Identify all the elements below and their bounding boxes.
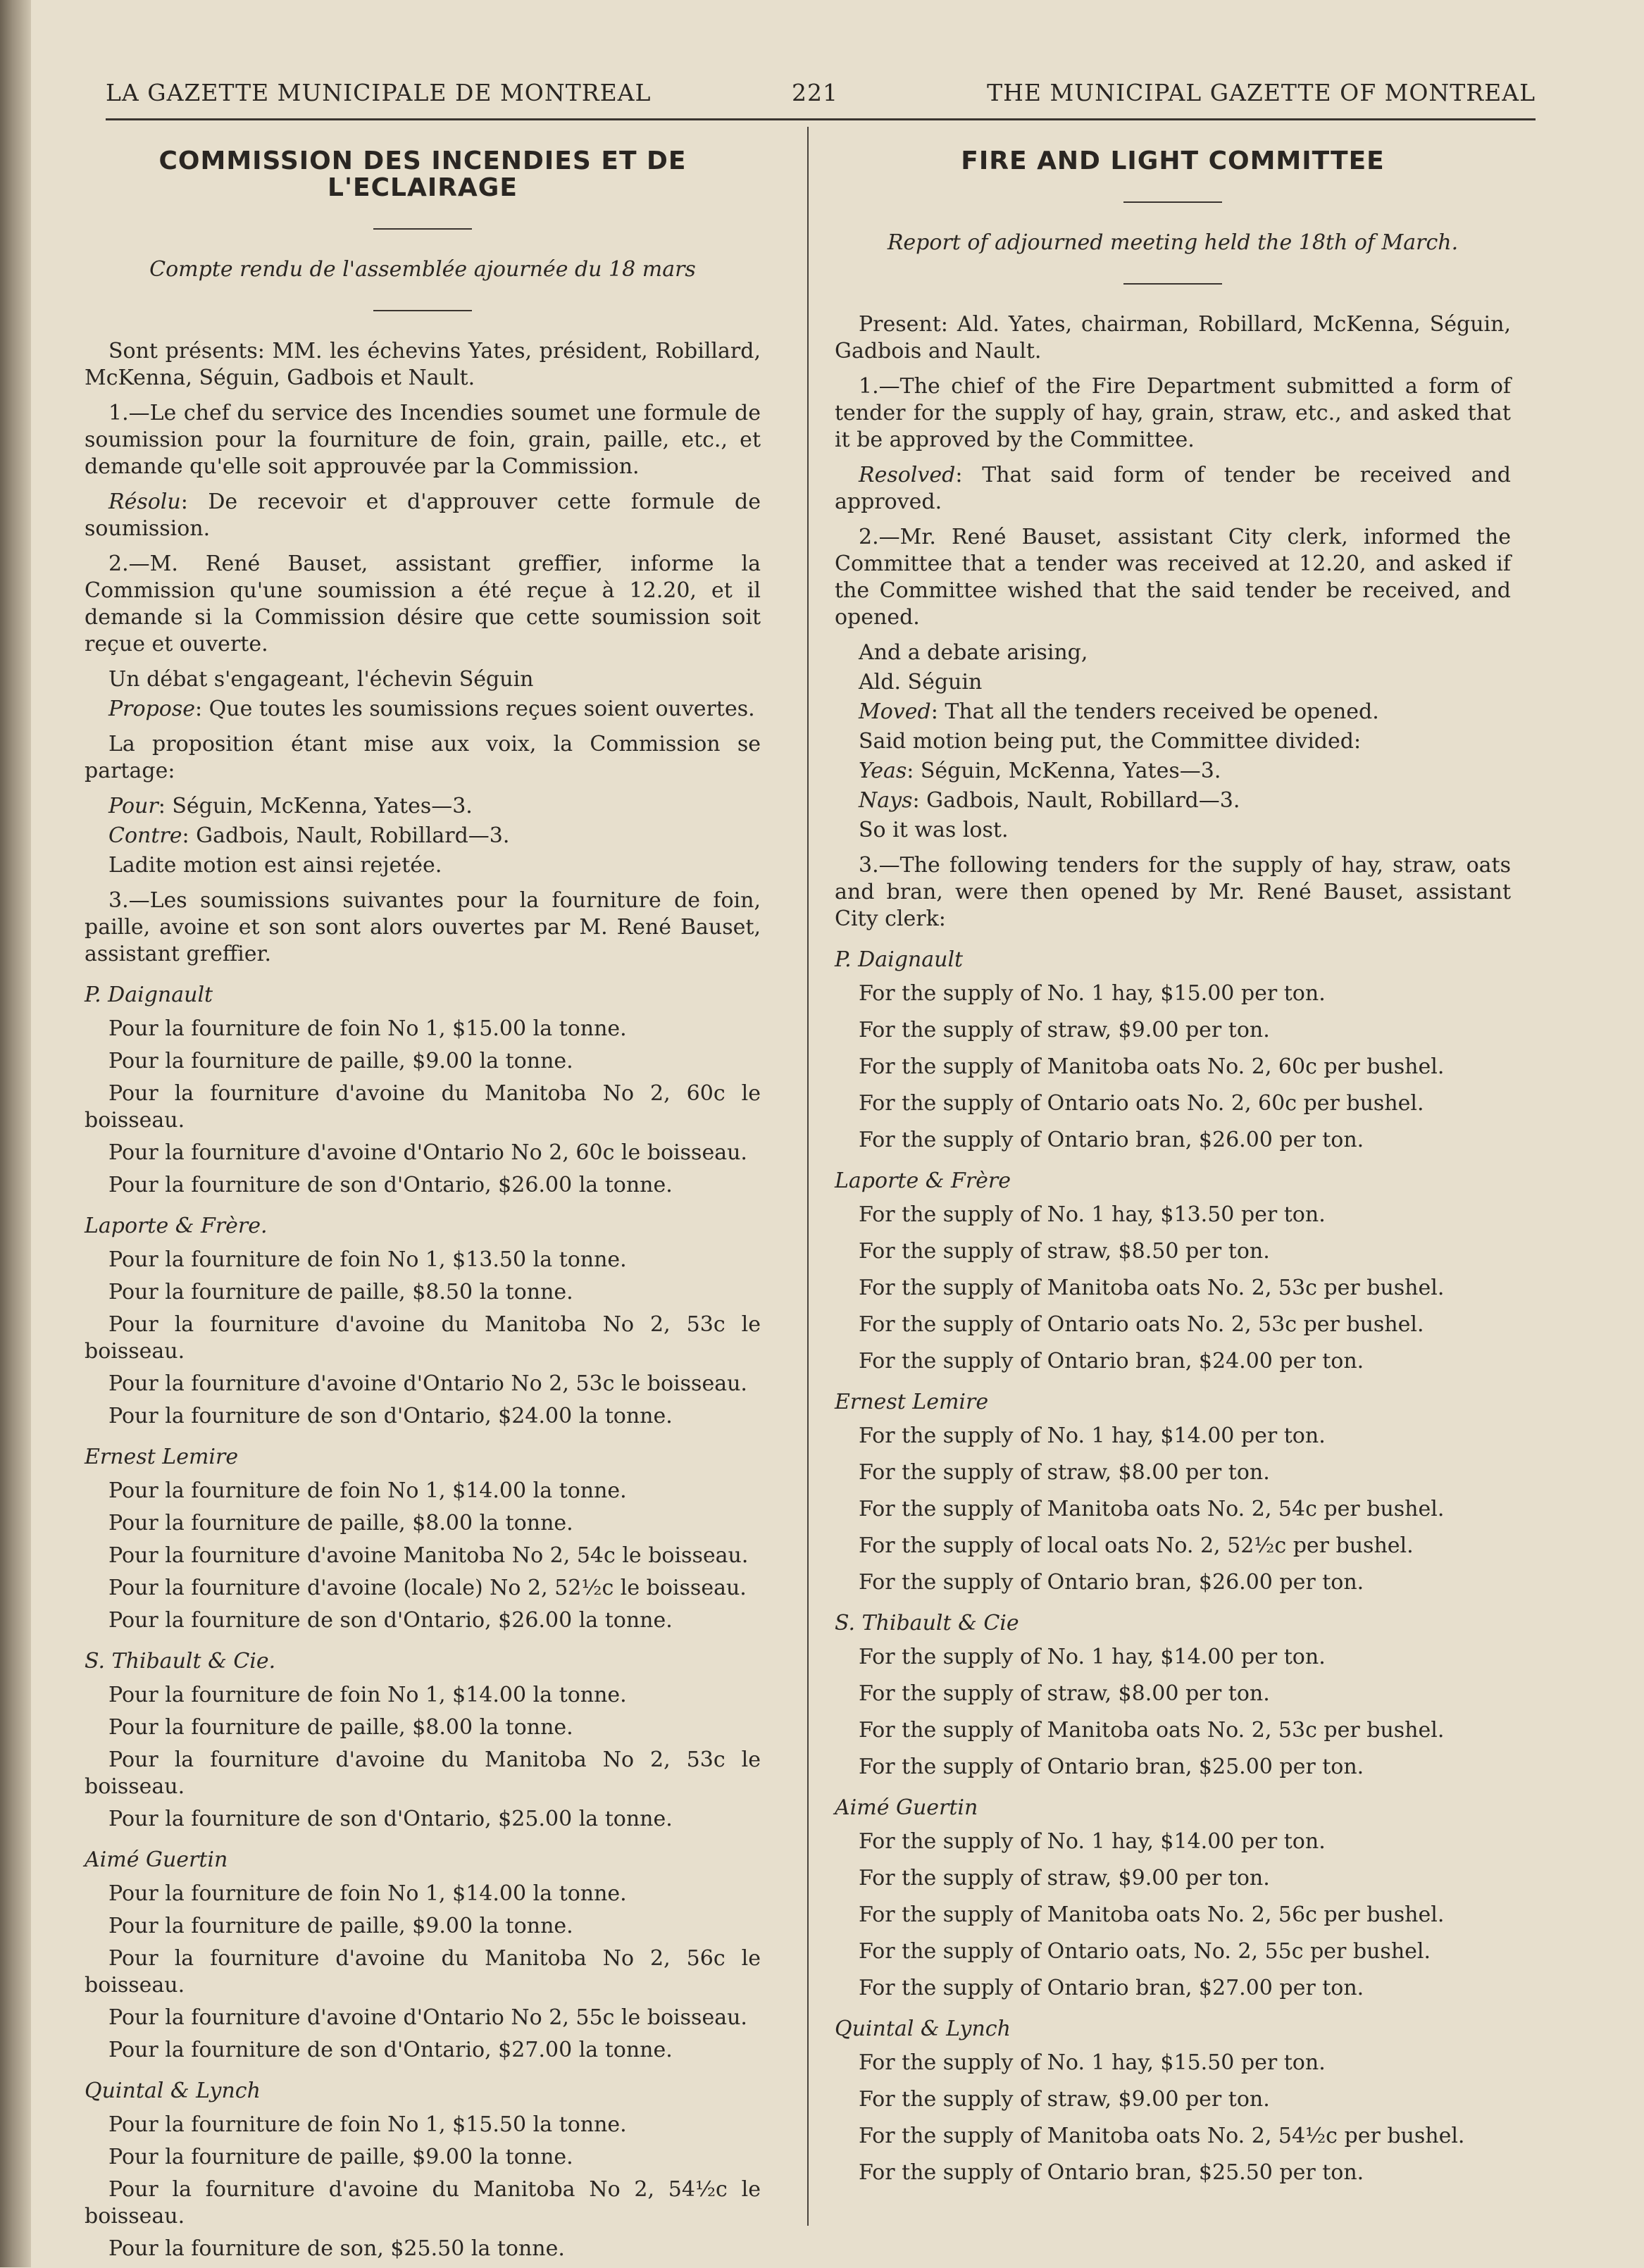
tender-line: For the supply of Ontario oats No. 2, 53c per bushel. bbox=[859, 1312, 1424, 1337]
english-present: Present: Ald. Yates, chairman, Robillard, McKenna, Séguin, Gadbois and Nault. bbox=[835, 312, 1511, 363]
english-nays bbox=[835, 787, 1511, 814]
tender-line: Pour la fourniture d'avoine d'Ontario No 2, 53c le boisseau. bbox=[108, 1371, 747, 1396]
english-column bbox=[835, 134, 1511, 2196]
tender-line: Pour la fourniture de paille, $8.00 la tonne. bbox=[108, 1511, 573, 1535]
tender-line: For the supply of straw, $9.00 per ton. bbox=[859, 2087, 1270, 2112]
tender-line: For the supply of No. 1 hay, $13.50 per ton. bbox=[859, 1202, 1326, 1227]
header-right-title: THE MUNICIPAL GAZETTE OF MONTREAL bbox=[987, 79, 1536, 106]
nays-label: Nays bbox=[859, 788, 913, 813]
french-item-3: 3.—Les soumissions suivantes pour la fourniture de foin, paille, avoine et son sont alors ouvertes par M. René Bauset, assistant greffier. bbox=[85, 888, 761, 966]
tender-line: For the supply of Manitoba oats No. 2, 56c per bushel. bbox=[859, 1902, 1445, 1927]
propose-label: Propose bbox=[108, 697, 196, 721]
french-column bbox=[85, 134, 761, 2268]
yeas-label: Yeas bbox=[859, 759, 907, 783]
header-rule bbox=[106, 118, 1536, 120]
nays-text: : Gadbois, Nault, Robillard—3. bbox=[912, 788, 1240, 813]
tender-line: Pour la fourniture de paille, $9.00 la tonne. bbox=[108, 2145, 573, 2169]
bidder-name: P. Daignault bbox=[835, 947, 964, 972]
binding-gutter bbox=[0, 0, 31, 2267]
resolved-text: : That said form of tender be received and approved. bbox=[835, 463, 1511, 514]
tender-line: For the supply of No. 1 hay, $15.50 per ton. bbox=[859, 2050, 1326, 2075]
title-rule bbox=[373, 228, 472, 230]
page-header bbox=[106, 79, 1536, 118]
tender-line: For the supply of No. 1 hay, $15.00 per ton. bbox=[859, 981, 1326, 1006]
bidder-name: Quintal & Lynch bbox=[835, 2017, 1011, 2041]
english-lost: So it was lost. bbox=[859, 818, 1009, 842]
tender-line: For the supply of Manitoba oats No. 2, 53c per bushel. bbox=[859, 1718, 1445, 1743]
tender-line: For the supply of Manitoba oats No. 2, 60c per bushel. bbox=[859, 1054, 1445, 1079]
resolved-label: Resolved bbox=[859, 463, 956, 487]
english-title: FIRE AND LIGHT COMMITTEE bbox=[961, 147, 1385, 175]
french-pour bbox=[85, 793, 761, 820]
bidder-name: Quintal & Lynch bbox=[85, 2079, 261, 2103]
english-subtitle: Report of adjourned meeting held the 18th of March. bbox=[887, 230, 1459, 255]
moved-label: Moved bbox=[859, 699, 931, 724]
tender-line: Pour la fourniture d'avoine (locale) No 2, 52½c le boisseau. bbox=[108, 1576, 747, 1600]
french-propose bbox=[85, 696, 761, 723]
column-divider bbox=[807, 127, 809, 2226]
tender-line: Pour la fourniture de son d'Ontario, $24.00 la tonne. bbox=[108, 1404, 673, 1428]
tender-line: For the supply of straw, $8.00 per ton. bbox=[859, 1681, 1270, 1706]
tender-line: Pour la fourniture de paille, $8.50 la tonne. bbox=[108, 1280, 573, 1304]
english-tenders bbox=[835, 947, 1511, 2186]
tender-line: For the supply of Ontario bran, $26.00 per ton. bbox=[859, 1128, 1364, 1152]
tender-line: For the supply of Ontario oats, No. 2, 55c per bushel. bbox=[859, 1939, 1431, 1964]
french-subtitle: Compte rendu de l'assemblée ajournée du 18 mars bbox=[149, 257, 696, 282]
tender-line: Pour la fourniture de foin No 1, $14.00 la tonne. bbox=[108, 1683, 627, 1707]
bidder-name: S. Thibault & Cie. bbox=[85, 1649, 276, 1674]
pour-label: Pour bbox=[108, 794, 158, 818]
tender-line: Pour la fourniture d'avoine du Manitoba No 2, 53c le boisseau. bbox=[85, 1312, 761, 1364]
french-resolu bbox=[85, 489, 761, 542]
bidder-name: Aimé Guertin bbox=[835, 1795, 978, 1820]
tender-line: For the supply of straw, $8.00 per ton. bbox=[859, 1460, 1270, 1485]
french-title: COMMISSION DES INCENDIES ET DE L'ECLAIRAGE bbox=[158, 147, 687, 202]
french-contre bbox=[85, 823, 761, 849]
propose-text: : Que toutes les soumissions reçues soient ouvertes. bbox=[195, 697, 755, 721]
tender-line: Pour la fourniture de foin No 1, $15.50 la tonne. bbox=[108, 2112, 627, 2137]
tender-line: Pour la fourniture d'avoine du Manitoba No 2, 56c le boisseau. bbox=[85, 1946, 761, 1998]
tender-line: Pour la fourniture d'avoine du Manitoba No 2, 53c le boisseau. bbox=[85, 1747, 761, 1799]
tender-line: Pour la fourniture de foin No 1, $13.50 la tonne. bbox=[108, 1247, 627, 1272]
tender-line: Pour la fourniture de son d'Ontario, $26.00 la tonne. bbox=[108, 1608, 673, 1633]
subtitle-rule bbox=[1123, 283, 1222, 285]
tender-line: Pour la fourniture de foin No 1, $14.00 la tonne. bbox=[108, 1478, 627, 1503]
page-number: 221 bbox=[792, 79, 838, 106]
english-ald: Ald. Séguin bbox=[859, 670, 983, 694]
bidder-name: Ernest Lemire bbox=[85, 1445, 239, 1469]
header-left-title: LA GAZETTE MUNICIPALE DE MONTREAL bbox=[106, 79, 652, 106]
french-rejetee: Ladite motion est ainsi rejetée. bbox=[108, 853, 442, 878]
english-debate: And a debate arising, bbox=[859, 640, 1088, 665]
tender-line: Pour la fourniture de son d'Ontario, $26.00 la tonne. bbox=[108, 1173, 673, 1197]
french-debat: Un débat s'engageant, l'échevin Séguin bbox=[108, 667, 534, 692]
tender-line: For the supply of local oats No. 2, 52½c per bushel. bbox=[859, 1533, 1414, 1558]
english-divided: Said motion being put, the Committee divided: bbox=[859, 729, 1362, 754]
french-tenders bbox=[85, 982, 761, 2262]
bidder-name: Aimé Guertin bbox=[85, 1848, 228, 1872]
bidder-name: S. Thibault & Cie bbox=[835, 1611, 1019, 1635]
tender-line: For the supply of Ontario bran, $24.00 per ton. bbox=[859, 1349, 1364, 1373]
subtitle-rule bbox=[373, 310, 472, 311]
tender-line: For the supply of No. 1 hay, $14.00 per ton. bbox=[859, 1645, 1326, 1669]
tender-line: For the supply of Manitoba oats No. 2, 54c per bushel. bbox=[859, 1497, 1445, 1521]
pour-text: : Séguin, McKenna, Yates—3. bbox=[158, 794, 473, 818]
english-item-3: 3.—The following tenders for the supply of hay, straw, oats and bran, were then opened by Mr. René Bauset, assistant City clerk: bbox=[835, 853, 1511, 931]
tender-line: For the supply of straw, $8.50 per ton. bbox=[859, 1239, 1270, 1264]
french-item-1: 1.—Le chef du service des Incendies soumet une formule de soumission pour la fourniture de foin, grain, paille, etc., et demande qu'elle soit approuvée par la Commission. bbox=[85, 401, 761, 479]
french-item-2: 2.—M. René Bauset, assistant greffier, informe la Commission qu'une soumission a été reçue à 12.20, et il demande si la Commission désire que cette soumission soit reçue et ouverte. bbox=[85, 552, 761, 656]
tender-line: For the supply of Ontario bran, $26.00 per ton. bbox=[859, 1570, 1364, 1595]
tender-line: Pour la fourniture de paille, $9.00 la tonne. bbox=[108, 1049, 573, 1073]
tender-line: For the supply of Manitoba oats No. 2, 53c per bushel. bbox=[859, 1276, 1445, 1300]
tender-line: Pour la fourniture de foin No 1, $15.00 la tonne. bbox=[108, 1016, 627, 1041]
resolu-text: : De recevoir et d'approuver cette formule de soumission. bbox=[85, 490, 761, 541]
tender-line: Pour la fourniture d'avoine d'Ontario No 2, 60c le boisseau. bbox=[108, 1140, 747, 1165]
tender-line: For the supply of Manitoba oats No. 2, 54½c per bushel. bbox=[859, 2124, 1465, 2148]
french-present: Sont présents: MM. les échevins Yates, président, Robillard, McKenna, Séguin, Gadbois et Nault. bbox=[85, 339, 761, 390]
english-moved bbox=[835, 699, 1511, 725]
tender-line: For the supply of straw, $9.00 per ton. bbox=[859, 1018, 1270, 1042]
tender-line: For the supply of Ontario oats No. 2, 60c per bushel. bbox=[859, 1091, 1424, 1116]
bidder-name: P. Daignault bbox=[85, 983, 213, 1007]
bidder-name: Laporte & Frère. bbox=[85, 1214, 268, 1238]
contre-text: : Gadbois, Nault, Robillard—3. bbox=[182, 823, 510, 848]
tender-line: Pour la fourniture d'avoine Manitoba No 2, 54c le boisseau. bbox=[108, 1543, 749, 1568]
tender-line: For the supply of straw, $9.00 per ton. bbox=[859, 1866, 1270, 1890]
tender-line: Pour la fourniture de son d'Ontario, $25.00 la tonne. bbox=[108, 1807, 673, 1831]
yeas-text: : Séguin, McKenna, Yates—3. bbox=[907, 759, 1221, 783]
bidder-name: Laporte & Frère bbox=[835, 1169, 1011, 1193]
contre-label: Contre bbox=[108, 823, 182, 848]
tender-line: Pour la fourniture d'avoine du Manitoba No 2, 60c le boisseau. bbox=[85, 1081, 761, 1133]
tender-line: Pour la fourniture de son d'Ontario, $27.00 la tonne. bbox=[108, 2038, 673, 2062]
tender-line: Pour la fourniture de paille, $9.00 la tonne. bbox=[108, 1914, 573, 1938]
english-resolved bbox=[835, 462, 1511, 516]
tender-line: Pour la fourniture de son, $25.50 la tonne. bbox=[108, 2236, 565, 2261]
tender-line: Pour la fourniture de paille, $8.00 la tonne. bbox=[108, 1715, 573, 1740]
tender-line: For the supply of Ontario bran, $25.00 per ton. bbox=[859, 1755, 1364, 1779]
tender-line: For the supply of No. 1 hay, $14.00 per ton. bbox=[859, 1829, 1326, 1854]
tender-line: For the supply of No. 1 hay, $14.00 per ton. bbox=[859, 1423, 1326, 1448]
moved-text: : That all the tenders received be opened. bbox=[930, 699, 1379, 724]
english-item-2: 2.—Mr. René Bauset, assistant City clerk, informed the Committee that a tender was received at 12.20, and asked if the Committee wished that the said tender be received, and opened. bbox=[835, 525, 1511, 630]
tender-line: For the supply of Ontario bran, $27.00 per ton. bbox=[859, 1976, 1364, 2000]
tender-line: Pour la fourniture d'avoine d'Ontario No 2, 55c le boisseau. bbox=[108, 2005, 747, 2030]
french-partage: La proposition étant mise aux voix, la Commission se partage: bbox=[85, 732, 761, 783]
tender-line: For the supply of Ontario bran, $25.50 per ton. bbox=[859, 2160, 1364, 2185]
resolu-label: Résolu bbox=[108, 490, 181, 514]
title-rule bbox=[1123, 201, 1222, 203]
bidder-name: Ernest Lemire bbox=[835, 1390, 989, 1414]
english-yeas bbox=[835, 758, 1511, 785]
english-item-1: 1.—The chief of the Fire Department submitted a form of tender for the supply of hay, grain, straw, etc., and asked that it be approved by the Committee. bbox=[835, 374, 1511, 452]
tender-line: Pour la fourniture de foin No 1, $14.00 la tonne. bbox=[108, 1881, 627, 1906]
tender-line: Pour la fourniture d'avoine du Manitoba No 2, 54½c le boisseau. bbox=[85, 2177, 761, 2229]
